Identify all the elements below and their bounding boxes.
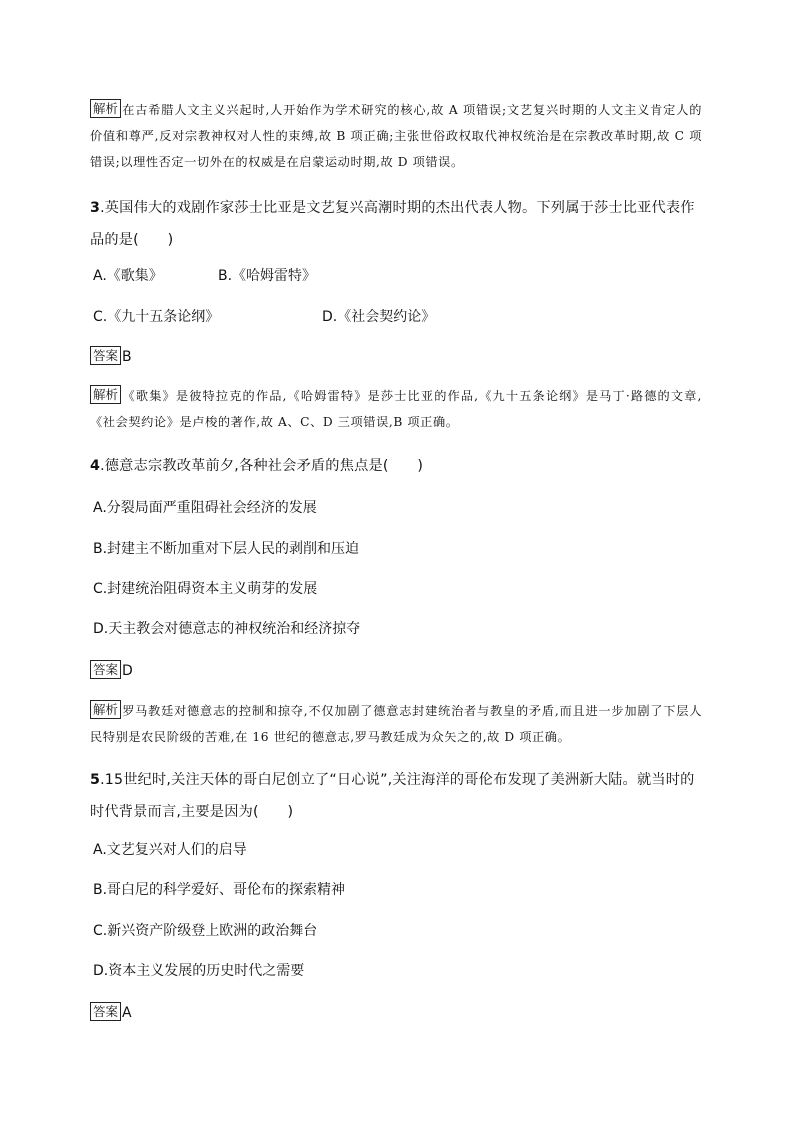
question-4 <box>90 450 702 482</box>
prev-analysis <box>90 97 702 175</box>
q4-analysis <box>90 698 702 750</box>
q4-option-c: C.封建统治阻碍资本主义萌芽的发展 <box>93 581 318 597</box>
analysis-text: 《歌集》是彼特拉克的作品,《哈姆雷特》是莎士比亚的作品,《九十五条论纲》是马丁·路德的文章,《社会契约论》是卢梭的著作,故 A、C、D 三项错误,B 项正确。 <box>90 389 702 429</box>
analysis-tag: 解析 <box>90 700 121 719</box>
q5-option-d: D.资本主义发展的历史时代之需要 <box>93 963 305 979</box>
answer-value: A <box>122 1005 132 1021</box>
answer-value: B <box>122 349 132 365</box>
q3-option-a: A.《歌集》 <box>93 268 163 284</box>
analysis-tag: 解析 <box>90 99 121 118</box>
question-5 <box>90 764 702 828</box>
analysis-text: 罗马教廷对德意志的控制和掠夺,不仅加剧了德意志封建统治者与教皇的矛盾,而且进一步加剧了下层人民特别是农民阶级的苦难,在 16 世纪的德意志,罗马教廷成为众矢之的,故 D 项正确。 <box>90 704 702 744</box>
question-3 <box>90 192 702 256</box>
q5-answer <box>90 1002 132 1023</box>
question-number: 5 <box>90 772 101 788</box>
q4-option-a: A.分裂局面严重阻碍社会经济的发展 <box>93 500 317 516</box>
analysis-tag: 解析 <box>90 385 121 404</box>
q3-answer <box>90 346 132 367</box>
q3-option-b: B.《哈姆雷特》 <box>218 268 317 284</box>
q3-option-c: C.《九十五条论纲》 <box>93 309 220 325</box>
analysis-text: 在古希腊人文主义兴起时,人开始作为学术研究的核心,故 A 项错误;文艺复兴时期的人文主义肯定人的价值和尊严,反对宗教神权对人性的束缚,故 B 项正确;主张世俗政权取代神权统治是在宗教改革时期,故 C 项错误;以理性否定一切外在的权威是在启蒙运动时期,故 D 项错误。 <box>90 103 702 169</box>
q5-option-b: B.哥白尼的科学爱好、哥伦布的探索精神 <box>93 882 346 898</box>
answer-tag: 答案 <box>90 1002 121 1021</box>
question-number: 4 <box>90 458 101 474</box>
question-stem: .15世纪时,关注天体的哥白尼创立了“日心说”,关注海洋的哥伦布发现了美洲新大陆。就当时的时代背景而言,主要是因为( ) <box>90 772 695 820</box>
question-stem: .英国伟大的戏剧作家莎士比亚是文艺复兴高潮时期的杰出代表人物。下列属于莎士比亚代表作品的是( ) <box>90 200 695 248</box>
q3-option-d: D.《社会契约论》 <box>322 309 436 325</box>
q4-answer <box>90 660 133 681</box>
answer-tag: 答案 <box>90 346 121 365</box>
q3-analysis <box>90 383 702 435</box>
q5-option-a: A.文艺复兴对人们的启导 <box>93 842 247 858</box>
q5-option-c: C.新兴资产阶级登上欧洲的政治舞台 <box>93 923 318 939</box>
answer-tag: 答案 <box>90 660 121 679</box>
question-stem: .德意志宗教改革前夕,各种社会矛盾的焦点是( ) <box>100 458 424 474</box>
q4-option-b: B.封建主不断加重对下层人民的剥削和压迫 <box>93 541 360 557</box>
question-number: 3 <box>90 200 101 216</box>
q4-option-d: D.天主教会对德意志的神权统治和经济掠夺 <box>93 621 361 637</box>
answer-value: D <box>122 663 133 679</box>
